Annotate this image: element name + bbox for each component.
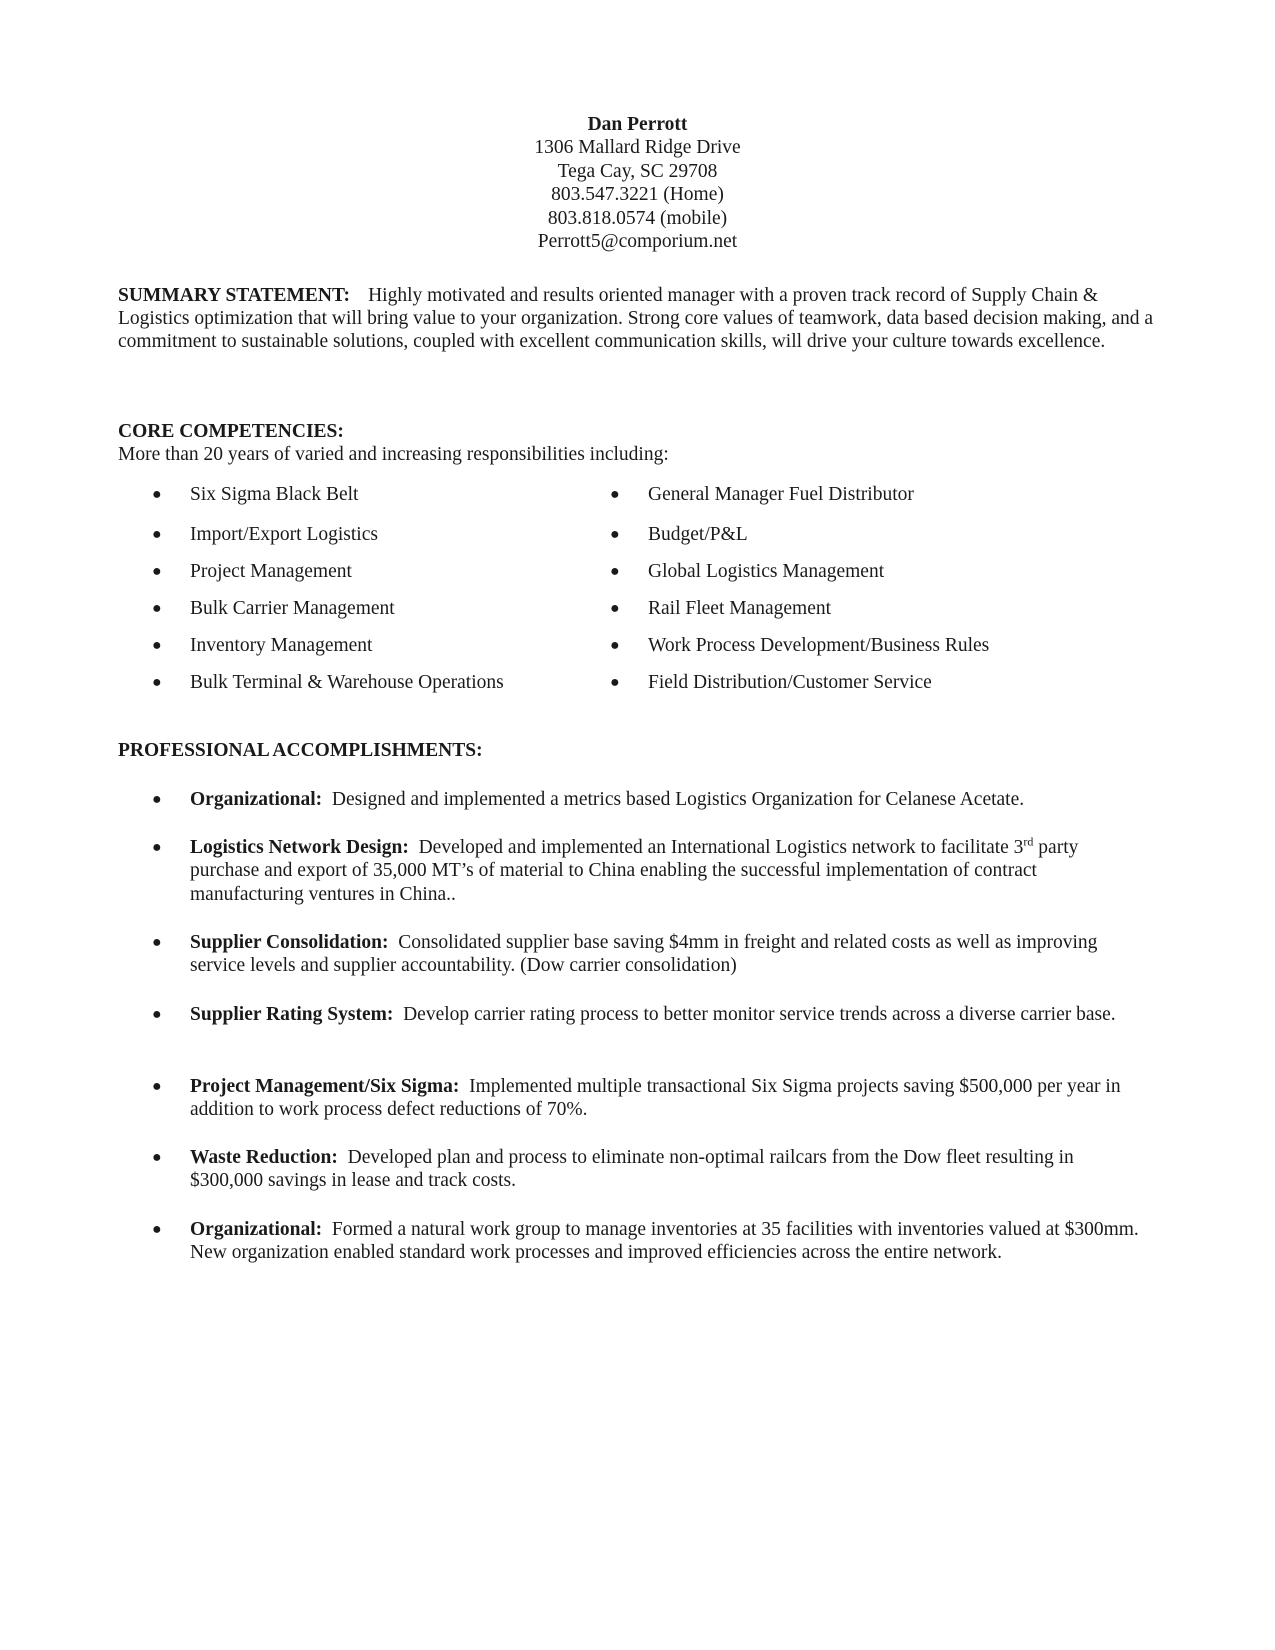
bullet-icon: ●	[152, 486, 162, 503]
accomplishment-label: Organizational:	[190, 789, 323, 810]
accomplishment-text	[190, 836, 1150, 906]
summary-text: Highly motivated and results oriented manager with a proven track record of Supply Chain & Logistics optimization that will bring value to your organization. Strong core values of teamwork, data based decision making, and a commitment to sustainable solutions, coupled with excellent communication skills, will drive your culture towards excellence.	[118, 285, 1154, 352]
contact-street: 1306 Mallard Ridge Drive	[534, 137, 741, 159]
competency-item: Bulk Carrier Management	[190, 598, 395, 619]
bullet-icon: ●	[610, 600, 620, 617]
accomplishment-text	[190, 931, 1150, 978]
accomplishment-label: Supplier Rating System:	[190, 1004, 394, 1025]
contact-name: Dan Perrott	[587, 114, 688, 135]
competency-item: Work Process Development/Business Rules	[648, 635, 990, 656]
accomplishment-label: Organizational:	[190, 1219, 323, 1240]
accomplishment-label: Project Management/Six Sigma:	[190, 1076, 460, 1097]
bullet-icon: ●	[152, 791, 162, 808]
core-competencies-heading: CORE COMPETENCIES:	[118, 421, 344, 442]
competency-item: Inventory Management	[190, 635, 373, 656]
contact-mobile-phone: 803.818.0574 (mobile)	[547, 207, 728, 229]
bullet-icon: ●	[152, 526, 162, 543]
accomplishment-description: Develop carrier rating process to better monitor service trends across a diverse carrier base.	[403, 1004, 1116, 1025]
competency-row	[0, 671, 1275, 694]
core-competencies-intro: More than 20 years of varied and increasing responsibilities including:	[118, 444, 669, 465]
competency-row	[0, 560, 1275, 583]
bullet-icon: ●	[610, 637, 620, 654]
accomplishment-text	[190, 788, 1150, 811]
bullet-icon: ●	[152, 1221, 162, 1238]
competency-item: Field Distribution/Customer Service	[648, 672, 932, 693]
accomplishment-label: Logistics Network Design:	[190, 837, 409, 858]
accomplishment-text	[190, 1218, 1150, 1265]
summary-label: SUMMARY STATEMENT:	[118, 285, 351, 306]
bullet-icon: ●	[610, 526, 620, 543]
accomplishment-description: Formed a natural work group to manage inventories at 35 facilities with inventories valued at $300mm. New organization enabled standard work processes and improved efficiencies across the entire network.	[190, 1219, 1139, 1264]
bullet-icon: ●	[152, 934, 162, 951]
competency-item: Global Logistics Management	[648, 561, 885, 582]
bullet-icon: ●	[152, 1149, 162, 1166]
accomplishment-text	[190, 1146, 1150, 1193]
bullet-icon: ●	[152, 600, 162, 617]
competency-item: Import/Export Logistics	[190, 524, 378, 545]
accomplishment-label: Supplier Consolidation:	[190, 932, 389, 953]
accomplishment-description: Consolidated supplier base saving $4mm in freight and related costs as well as improving service levels and supplier accountability. (Dow carrier consolidation)	[190, 932, 1098, 977]
competency-row	[0, 634, 1275, 657]
competency-item: Bulk Terminal & Warehouse Operations	[190, 672, 504, 693]
accomplishment-superscript: rd	[1023, 834, 1034, 849]
bullet-icon: ●	[610, 674, 620, 691]
accomplishment-description: Developed plan and process to eliminate non-optimal railcars from the Dow fleet resulting in $300,000 savings in lease and track costs.	[190, 1147, 1074, 1192]
competency-item: Six Sigma Black Belt	[190, 484, 359, 505]
contact-email: Perrott5@comporium.net	[537, 231, 738, 253]
bullet-icon: ●	[610, 486, 620, 503]
competency-item: Project Management	[190, 561, 352, 582]
bullet-icon: ●	[152, 839, 162, 856]
accomplishment-text	[190, 1075, 1150, 1122]
accomplishment-description-cont: party purchase and export of 35,000 MT’s of material to China enabling the successful implementation of contract manufacturing ventures in China..	[190, 837, 1079, 905]
accomplishment-description: Implemented multiple transactional Six Sigma projects saving $500,000 per year in addition to work process defect reductions of 70%.	[190, 1076, 1121, 1121]
competency-item: Budget/P&L	[648, 524, 748, 545]
contact-header	[0, 113, 1275, 253]
bullet-icon: ●	[152, 563, 162, 580]
contact-home-phone: 803.547.3221 (Home)	[551, 184, 724, 206]
competency-row	[0, 523, 1275, 546]
bullet-icon: ●	[152, 1006, 162, 1023]
professional-accomplishments-heading: PROFESSIONAL ACCOMPLISHMENTS:	[118, 740, 483, 761]
accomplishment-label: Waste Reduction:	[190, 1147, 338, 1168]
competency-item: Rail Fleet Management	[648, 598, 832, 619]
bullet-icon: ●	[152, 1078, 162, 1095]
bullet-icon: ●	[152, 674, 162, 691]
bullet-icon: ●	[152, 637, 162, 654]
contact-city: Tega Cay, SC 29708	[557, 160, 718, 182]
summary-statement	[118, 284, 1158, 353]
competency-row	[0, 597, 1275, 620]
bullet-icon: ●	[610, 563, 620, 580]
competency-item: General Manager Fuel Distributor	[648, 484, 914, 505]
accomplishment-text	[190, 1003, 1150, 1026]
accomplishment-description: Designed and implemented a metrics based Logistics Organization for Celanese Acetate.	[331, 789, 1025, 810]
competency-row	[0, 483, 1275, 506]
accomplishment-description: Developed and implemented an International Logistics network to facilitate 3	[418, 837, 1024, 858]
